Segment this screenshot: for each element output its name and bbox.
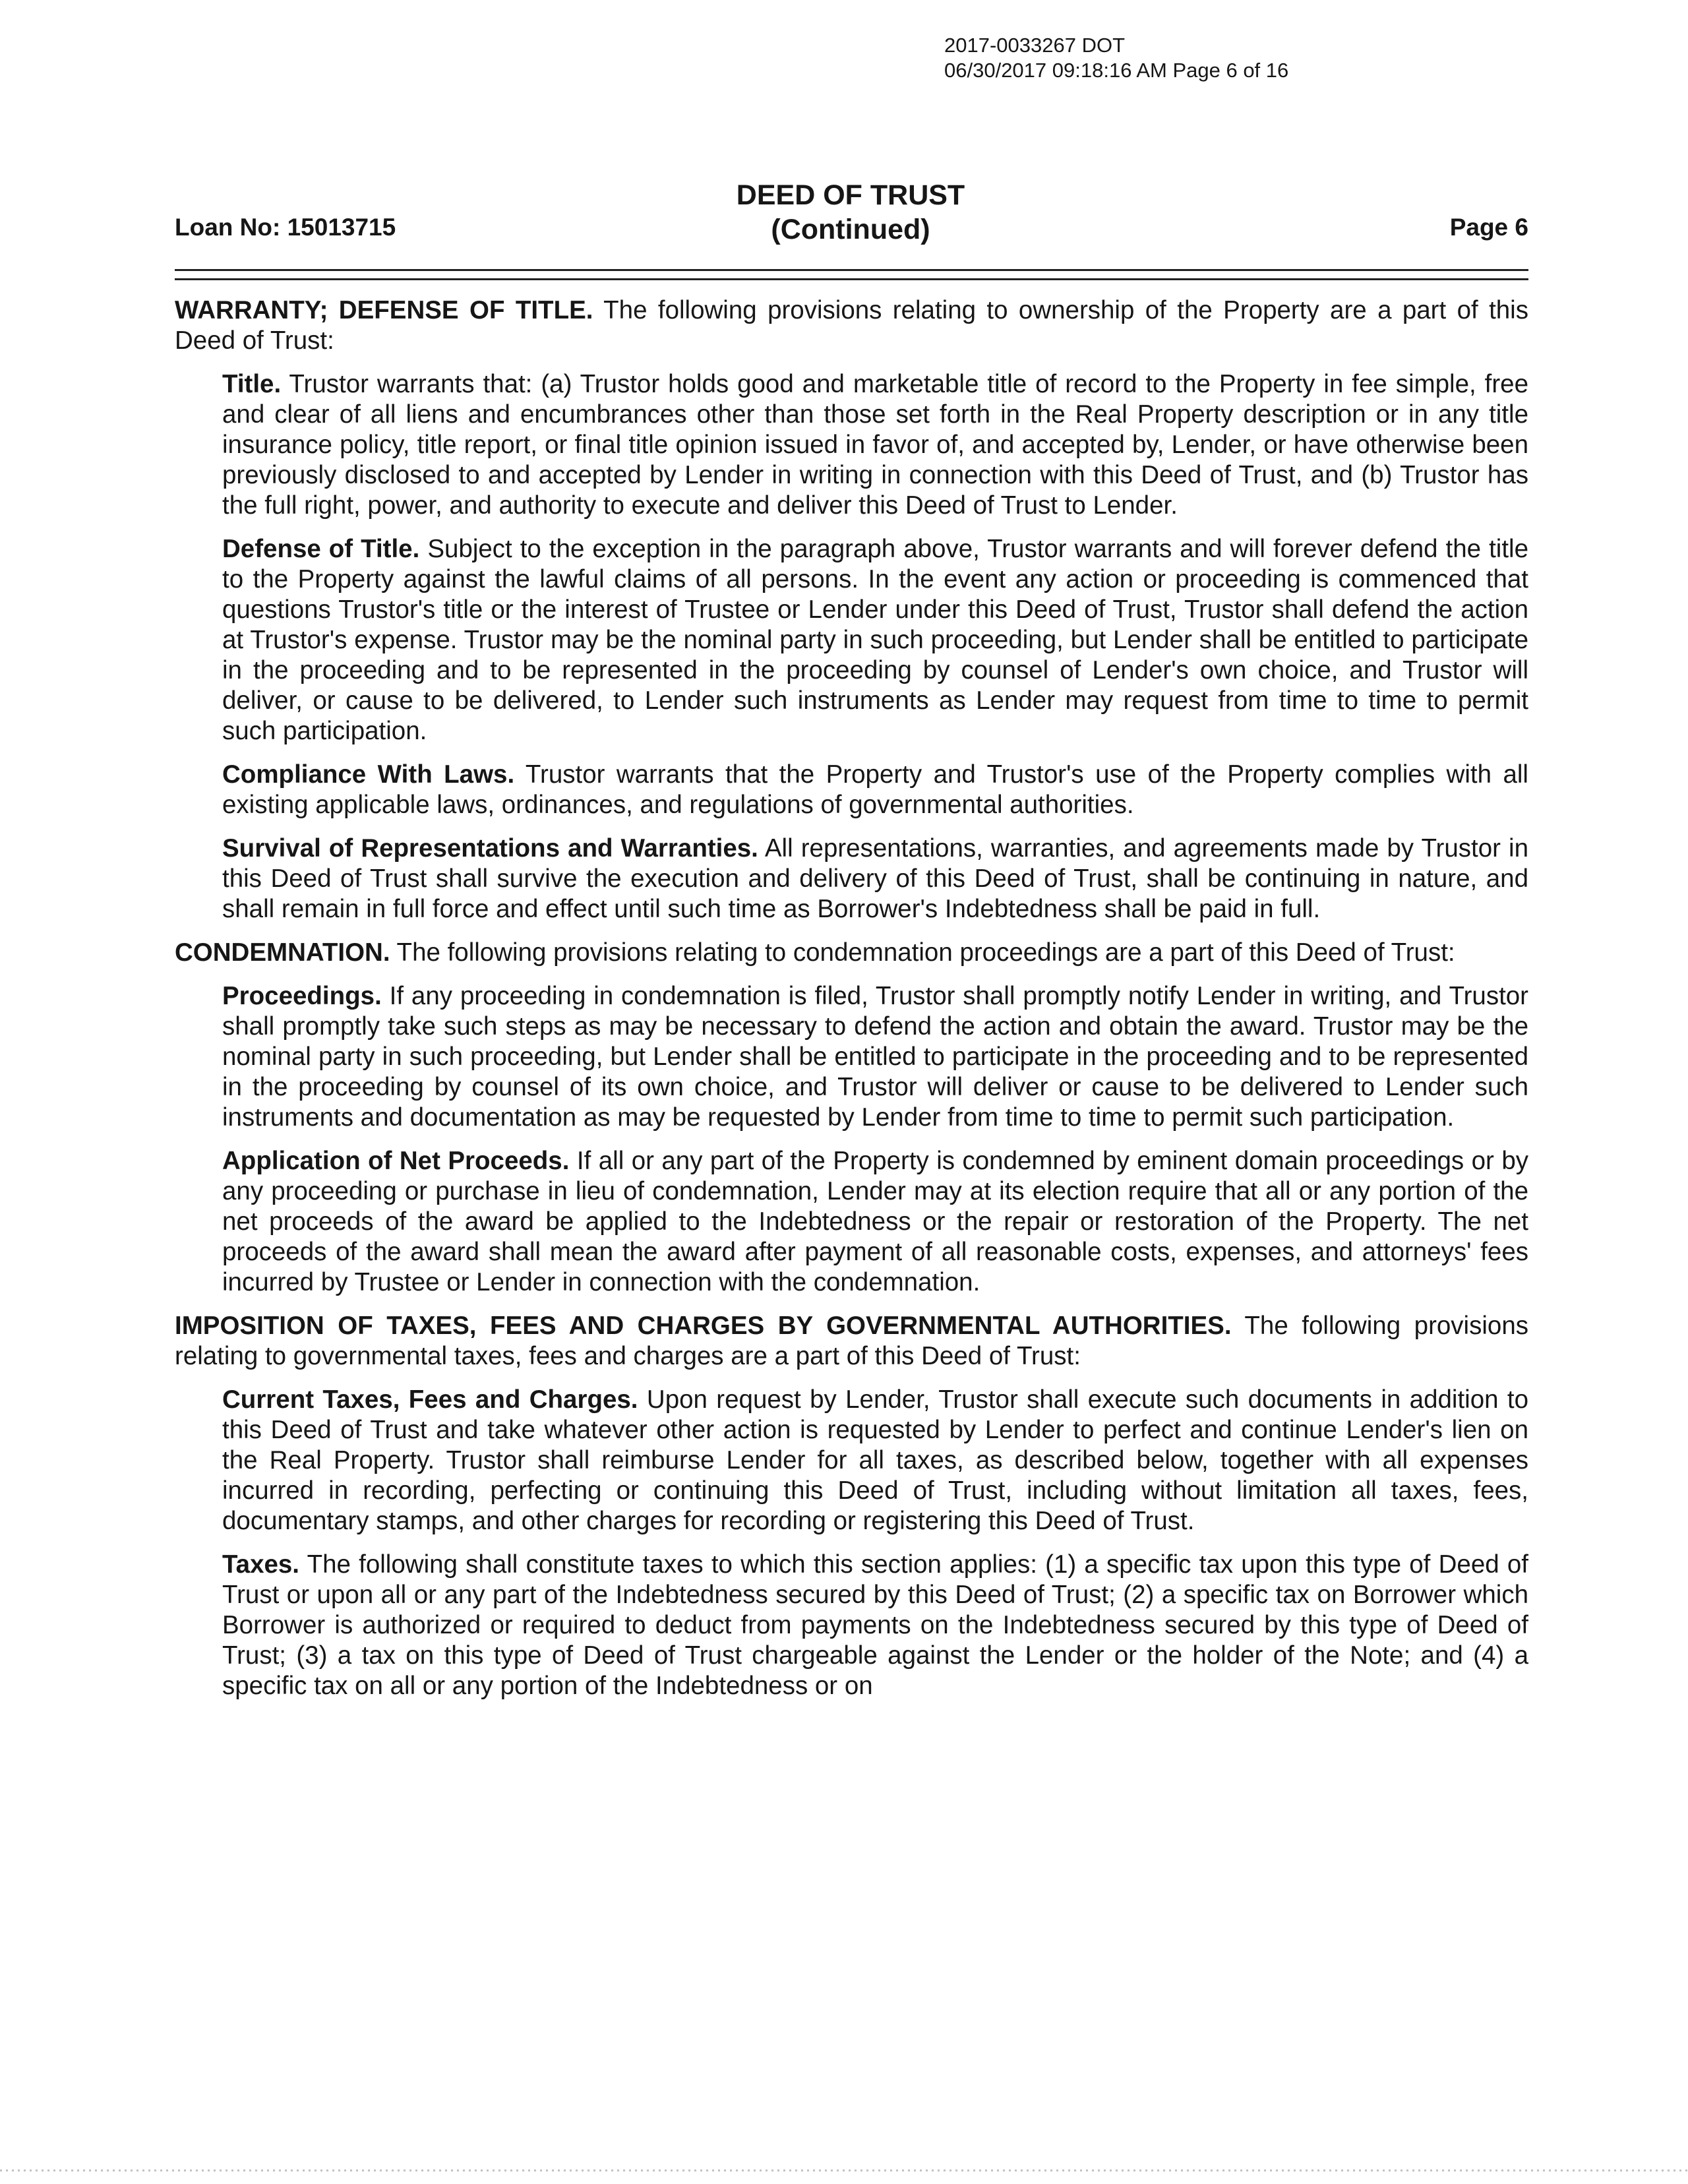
clause-text: Trustor warrants that: (a) Trustor holds good and marketable title of record to the Property in fee simple, free and clear of all liens and encumbrances other than those set forth in the Real Property description or in any title insurance policy, title report, or final title opinion issued in favor of, and accepted by, Lender, or have otherwise been previously disclosed to and accepted by Lender in writing in connection with this Deed of Trust, and (b) Trustor has the full right, power, and authority to execute and deliver this Deed of Trust to Lender. xyxy=(222,370,1528,520)
scan-edge-artifact xyxy=(0,2169,1688,2171)
clause-heading: Defense of Title. xyxy=(222,535,420,563)
clause-heading: Compliance With Laws. xyxy=(222,760,515,789)
clause-compliance-with-laws xyxy=(222,760,1528,820)
page-number: Page 6 xyxy=(1449,214,1528,241)
section-heading: IMPOSITION OF TAXES, FEES AND CHARGES BY GOVERNMENTAL AUTHORITIES. xyxy=(175,1312,1232,1340)
section-heading: CONDEMNATION. xyxy=(175,938,390,967)
recording-stamp xyxy=(944,33,1288,83)
clause-heading: Application of Net Proceeds. xyxy=(222,1147,570,1175)
section-taxes xyxy=(175,1311,1528,1372)
clause-heading: Survival of Representations and Warranties. xyxy=(222,834,758,863)
clause-text: If any proceeding in condemnation is filed, Trustor shall promptly notify Lender in writing, and Trustor shall promptly take such steps as may be necessary to defend the action and obtain the award. Trustor may be the nominal party in such proceeding, but Lender shall be entitled to participate in the proceeding and to be represented in the proceeding by counsel of its own choice, and Trustor will deliver or cause to be delivered to Lender such instruments and documentation as may be requested by Lender from time to time to permit such participation. xyxy=(222,982,1528,1132)
clause-heading: Title. xyxy=(222,370,282,398)
loan-number: Loan No: 15013715 xyxy=(175,214,396,241)
clause-title xyxy=(222,369,1528,521)
clause-current-taxes xyxy=(222,1385,1528,1536)
clause-net-proceeds xyxy=(222,1146,1528,1298)
clause-heading: Proceedings. xyxy=(222,982,382,1010)
section-text: The following provisions relating to condemnation proceedings are a part of this Deed of Trust: xyxy=(396,938,1455,967)
header-rule-top xyxy=(175,269,1528,271)
section-condemnation xyxy=(175,938,1528,968)
clause-defense-of-title xyxy=(222,534,1528,746)
section-text: The following provisions relating to governmental taxes, fees and charges are a part of this Deed of Trust: xyxy=(175,1312,1528,1370)
recording-number: 2017-0033267 DOT xyxy=(944,34,1126,57)
header-rule-bottom xyxy=(175,278,1528,280)
clause-proceedings xyxy=(222,981,1528,1133)
clause-text: All representations, warranties, and agreements made by Trustor in this Deed of Trust shall survive the execution and delivery of this Deed of Trust, shall be continuing in nature, and shall remain in full force and effect until such time as Borrower's Indebtedness shall be paid in full. xyxy=(222,834,1528,923)
clause-text: The following shall constitute taxes to which this section applies: (1) a specific tax upon this type of Deed of Trust or upon all or any part of the Indebtedness secured by this Deed of Trust; (2) a specific tax on Borrower which Borrower is authorized or required to deduct from payments on the Indebtedness secured by this type of Deed of Trust; (3) a tax on this type of Deed of Trust chargeable against the Lender or the holder of the Note; and (4) a specific tax on all or any portion of the Indebtedness or on xyxy=(222,1550,1528,1700)
section-heading: WARRANTY; DEFENSE OF TITLE. xyxy=(175,296,593,324)
document-title-block xyxy=(653,178,1048,247)
document-body xyxy=(175,295,1528,1714)
document-subtitle: (Continued) xyxy=(771,214,930,245)
section-warranty xyxy=(175,295,1528,356)
clause-text: Upon request by Lender, Trustor shall execute such documents in addition to this Deed of Trust and take whatever other action is requested by Lender to perfect and continue Lender's lien on the Real Property. Trustor shall reimburse Lender for all taxes, as described below, together with all expenses incurred in recording, perfecting or continuing this Deed of Trust, including without limitation all taxes, fees, documentary stamps, and other charges for recording or registering this Deed of Trust. xyxy=(222,1385,1529,1535)
document-title: DEED OF TRUST xyxy=(736,179,965,211)
clause-heading: Taxes. xyxy=(222,1550,300,1579)
clause-heading: Current Taxes, Fees and Charges. xyxy=(222,1385,638,1414)
clause-text: If all or any part of the Property is condemned by eminent domain proceedings or by any proceeding or purchase in lieu of condemnation, Lender may at its election require that all or any portion of the net proceeds of the award be applied to the Indebtedness or the repair or restoration of the Property. The net proceeds of the award shall mean the award after payment of all reasonable costs, expenses, and attorneys' fees incurred by Trustee or Lender in connection with the condemnation. xyxy=(222,1147,1528,1296)
recording-datetime: 06/30/2017 09:18:16 AM Page 6 of 16 xyxy=(944,59,1289,82)
clause-text: Trustor warrants that the Property and Trustor's use of the Property complies with all existing applicable laws, ordinances, and regulations of governmental authorities. xyxy=(222,760,1528,819)
clause-survival xyxy=(222,834,1528,925)
section-text: The following provisions relating to ownership of the Property are a part of this Deed of Trust: xyxy=(175,296,1528,355)
clause-text: Subject to the exception in the paragraph above, Trustor warrants and will forever defend the title to the Property against the lawful claims of all persons. In the event any action or proceeding is commenced that questions Trustor's title or the interest of Trustee or Lender under this Deed of Trust, Trustor shall defend the action at Trustor's expense. Trustor may be the nominal party in such proceeding, but Lender shall be entitled to participate in the proceeding and to be represented in the proceeding by counsel of Lender's own choice, and Trustor will deliver, or cause to be delivered, to Lender such instruments as Lender may request from time to time to permit such participation. xyxy=(222,535,1528,745)
clause-taxes xyxy=(222,1550,1528,1701)
